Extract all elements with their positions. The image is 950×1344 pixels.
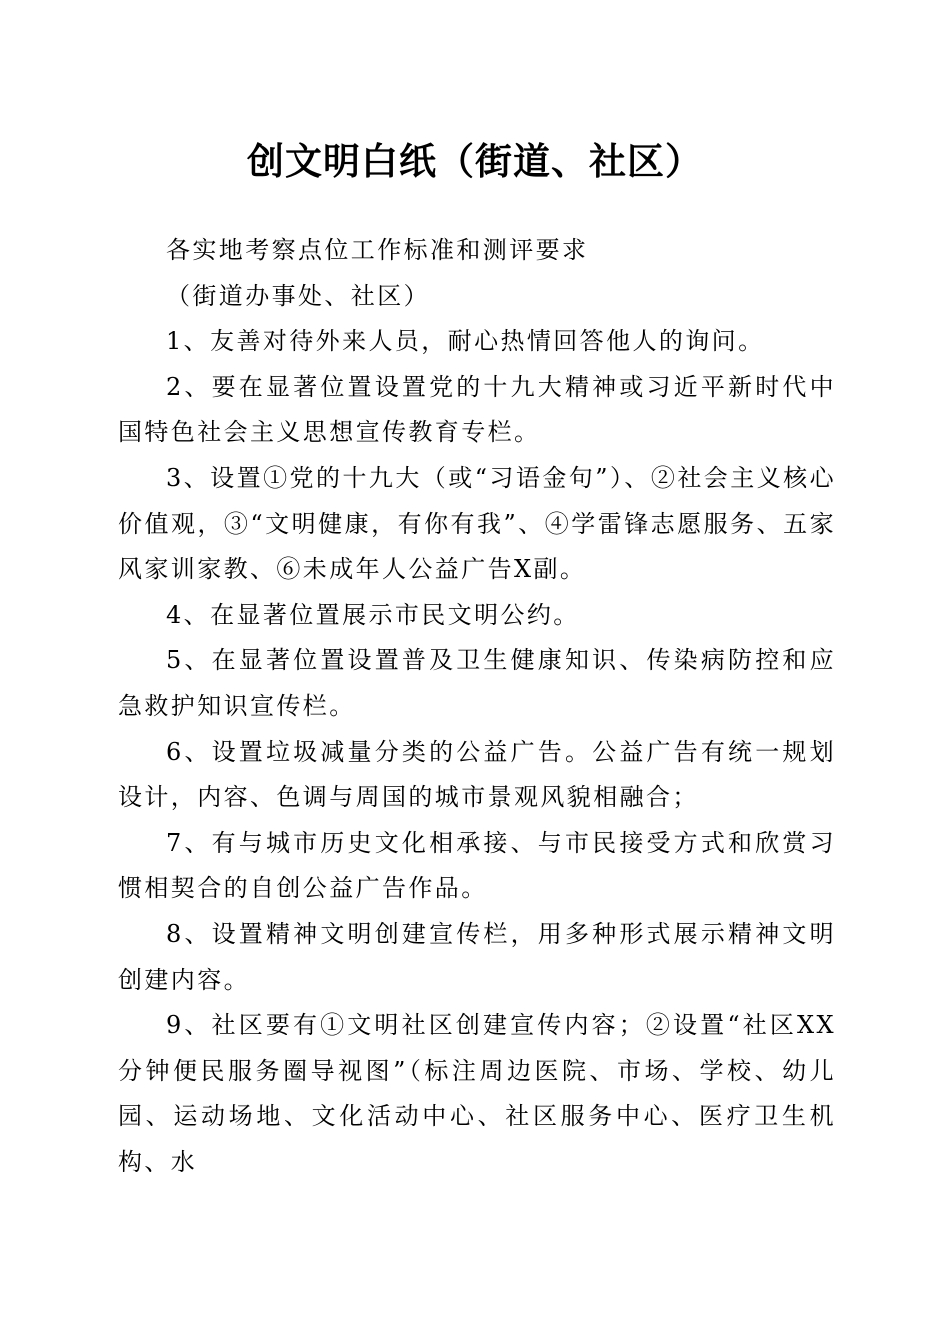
list-item: 7、有与城市历史文化相承接、与市民接受方式和欣赏习惯相契合的自创公益广告作品。 <box>118 828 836 903</box>
list-item: 2、要在显著位置设置党的十九大精神或习近平新时代中国特色社会主义思想宣传教育专栏。 <box>118 372 836 447</box>
list-item: 6、设置垃圾减量分类的公益广告。公益广告有统一规划设计，内容、色调与周国的城市景观风貌相融合； <box>118 737 836 812</box>
list-item: 3、设置①党的十九大（或“习语金句”）、②社会主义核心价值观，③“文明健康，有你有我”、④学雷锋志愿服务、五家风家训家教、⑥未成年人公益广告X副。 <box>118 463 836 584</box>
document-scope: （街道办事处、社区） <box>166 281 430 310</box>
document-subtitle: 各实地考察点位工作标准和测评要求 <box>166 236 589 264</box>
document-title: 创文明白纸（街道、社区） <box>247 139 703 183</box>
list-item: 5、在显著位置设置普及卫生健康知识、传染病防控和应急救护知识宣传栏。 <box>118 646 836 720</box>
list-item: 8、设置精神文明创建宣传栏，用多种形式展示精神文明创建内容。 <box>118 919 836 994</box>
list-item: 9、社区要有①文明社区创建宣传内容；②设置“社区XX分钟便民服务圈导视图”（标注周边医院、市场、学校、幼儿园、运动场地、文化活动中心、社区服务中心、医疗卫生机构、水 <box>118 1011 836 1176</box>
list-item: 4、在显著位置展示市民文明公约。 <box>166 600 580 629</box>
list-item: 1、友善对待外来人员，耐心热情回答他人的询问。 <box>166 327 765 356</box>
document-body <box>118 228 836 1185</box>
